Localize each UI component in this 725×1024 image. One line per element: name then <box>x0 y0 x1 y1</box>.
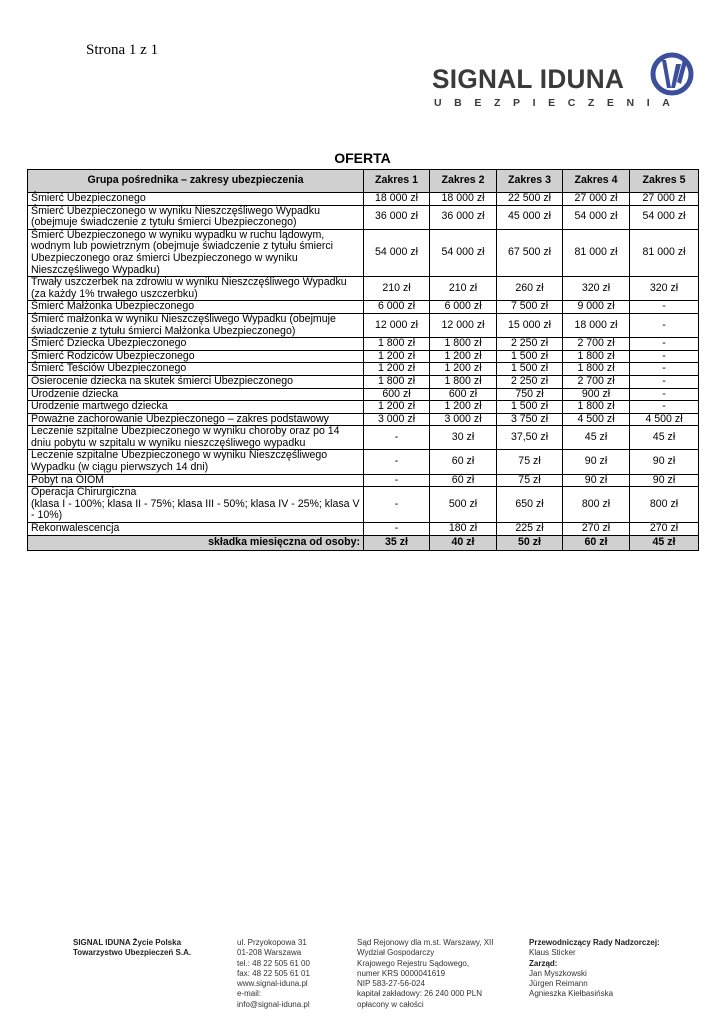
table-row <box>28 426 699 450</box>
footer-registry <box>357 938 494 1010</box>
coverage-label: Leczenie szpitalne Ubezpieczonego w wyniku choroby oraz po 14 dniu pobytu w szpitalu w wyniku nieszczęśliwego wypadku <box>28 426 364 450</box>
table-row <box>28 229 699 276</box>
coverage-value: - <box>364 450 430 474</box>
coverage-value: 54 000 zł <box>430 229 497 276</box>
coverage-value: - <box>630 375 699 388</box>
page-number: Strona 1 z 1 <box>86 42 159 58</box>
table-row <box>28 193 699 206</box>
table-header-row <box>28 170 699 193</box>
coverage-value: 2 700 zł <box>563 375 630 388</box>
coverage-value: 6 000 zł <box>364 301 430 314</box>
logo-tagline: UBEZPIECZENIA <box>434 97 683 109</box>
coverage-value: 75 zł <box>497 474 563 487</box>
coverage-value: - <box>364 474 430 487</box>
coverage-value: 900 zł <box>563 388 630 401</box>
footer-board-chair: Klaus Sticker <box>529 948 576 958</box>
coverage-value: 1 500 zł <box>497 350 563 363</box>
table-row <box>28 277 699 301</box>
coverage-value: 27 000 zł <box>563 193 630 206</box>
footer-registry-line: Krajowego Rejestru Sądowego, <box>357 958 470 968</box>
coverage-value: 260 zł <box>497 277 563 301</box>
coverage-value: 4 500 zł <box>630 413 699 426</box>
header-zakres-4: Zakres 4 <box>563 170 630 193</box>
table-row <box>28 474 699 487</box>
table-row <box>28 487 699 523</box>
coverage-value: 210 zł <box>364 277 430 301</box>
footer-board <box>529 938 660 1000</box>
footer-company-line: Towarzystwo Ubezpieczeń S.A. <box>73 948 192 958</box>
coverage-value: 2 700 zł <box>563 338 630 351</box>
coverage-value: 800 zł <box>630 487 699 523</box>
coverage-value: 320 zł <box>630 277 699 301</box>
footer-company-line: SIGNAL IDUNA Życie Polska <box>73 938 182 947</box>
header-zakres-3: Zakres 3 <box>497 170 563 193</box>
table-row <box>28 450 699 474</box>
footer-address-line: ul. Przyokopowa 31 <box>237 938 307 947</box>
coverage-value: 1 800 zł <box>364 338 430 351</box>
offer-table <box>27 169 699 551</box>
coverage-value: - <box>630 401 699 414</box>
coverage-value: - <box>630 313 699 337</box>
coverage-value: 7 500 zł <box>497 301 563 314</box>
coverage-value: 1 800 zł <box>430 338 497 351</box>
coverage-value: 60 zł <box>430 474 497 487</box>
premium-row <box>28 535 699 550</box>
table-row <box>28 350 699 363</box>
footer-registry-line: Wydział Gospodarczy <box>357 948 435 958</box>
coverage-value: 180 zł <box>430 523 497 536</box>
coverage-value: 1 800 zł <box>430 375 497 388</box>
coverage-value: 3 000 zł <box>364 413 430 426</box>
coverage-label: Śmierć Rodziców Ubezpieczonego <box>28 350 364 363</box>
table-row <box>28 388 699 401</box>
coverage-value: 81 000 zł <box>563 229 630 276</box>
coverage-value: 800 zł <box>563 487 630 523</box>
logo-brand: SIGNAL IDUNA <box>432 64 625 94</box>
footer-registry-line: NIP 583-27-56-024 <box>357 979 425 989</box>
coverage-value: 75 zł <box>497 450 563 474</box>
premium-value: 40 zł <box>430 535 497 550</box>
offer-title: OFERTA <box>334 150 391 166</box>
signal-iduna-logo <box>432 50 694 112</box>
premium-value: 60 zł <box>563 535 630 550</box>
premium-value: 35 zł <box>364 535 430 550</box>
coverage-value: 18 000 zł <box>364 193 430 206</box>
table-row <box>28 363 699 376</box>
premium-value: 45 zł <box>630 535 699 550</box>
coverage-value: - <box>630 301 699 314</box>
coverage-value: 225 zł <box>497 523 563 536</box>
coverage-value: 81 000 zł <box>630 229 699 276</box>
table-row <box>28 205 699 229</box>
footer-address-line: fax: 48 22 505 61 01 <box>237 968 310 978</box>
coverage-value: - <box>630 350 699 363</box>
footer-address-line: 01-208 Warszawa <box>237 948 302 958</box>
coverage-value: 1 200 zł <box>430 363 497 376</box>
coverage-value: 750 zł <box>497 388 563 401</box>
footer-company <box>73 938 191 959</box>
header-group: Grupa pośrednika – zakresy ubezpieczenia <box>28 170 364 193</box>
coverage-label: Pobyt na OIOM <box>28 474 364 487</box>
header-zakres-1: Zakres 1 <box>364 170 430 193</box>
coverage-value: 45 zł <box>563 426 630 450</box>
table-row <box>28 301 699 314</box>
coverage-value: 1 800 zł <box>563 350 630 363</box>
coverage-value: 600 zł <box>430 388 497 401</box>
coverage-value: 67 500 zł <box>497 229 563 276</box>
footer-registry-line: numer KRS 0000041619 <box>357 968 446 978</box>
table-row <box>28 523 699 536</box>
coverage-value: 90 zł <box>630 474 699 487</box>
coverage-value: 600 zł <box>364 388 430 401</box>
coverage-label: Operacja Chirurgiczna (klasa I - 100%; klasa II - 75%; klasa III - 50%; klasa IV - 25%; klasa V - 10%) <box>28 487 364 523</box>
coverage-value: 3 000 zł <box>430 413 497 426</box>
coverage-value: 15 000 zł <box>497 313 563 337</box>
coverage-label: Śmierć małżonka w wyniku Nieszczęśliwego Wypadku (obejmuje świadczenie z tytułu śmierci Małżonka Ubezpieczonego) <box>28 313 364 337</box>
coverage-value: 1 200 zł <box>364 350 430 363</box>
coverage-value: 3 750 zł <box>497 413 563 426</box>
coverage-value: 270 zł <box>630 523 699 536</box>
coverage-label: Trwały uszczerbek na zdrowiu w wyniku Nieszczęśliwego Wypadku (za każdy 1% trwałego uszczerbku) <box>28 277 364 301</box>
premium-label: składka miesięczna od osoby: <box>28 535 364 550</box>
coverage-value: 12 000 zł <box>364 313 430 337</box>
coverage-value: 90 zł <box>563 450 630 474</box>
coverage-value: 6 000 zł <box>430 301 497 314</box>
coverage-label: Urodzenie martwego dziecka <box>28 401 364 414</box>
coverage-value: 210 zł <box>430 277 497 301</box>
coverage-value: 12 000 zł <box>430 313 497 337</box>
coverage-value: 2 250 zł <box>497 338 563 351</box>
coverage-label: Rekonwalescencja <box>28 523 364 536</box>
coverage-value: 22 500 zł <box>497 193 563 206</box>
footer-address-line: tel.: 48 22 505 61 00 <box>237 958 310 968</box>
coverage-value: 54 000 zł <box>364 229 430 276</box>
coverage-value: 1 800 zł <box>563 401 630 414</box>
coverage-value: - <box>364 487 430 523</box>
coverage-value: - <box>630 388 699 401</box>
coverage-value: 4 500 zł <box>563 413 630 426</box>
coverage-value: 54 000 zł <box>630 205 699 229</box>
table-row <box>28 375 699 388</box>
coverage-label: Osierocenie dziecka na skutek śmierci Ubezpieczonego <box>28 375 364 388</box>
coverage-value: 37,50 zł <box>497 426 563 450</box>
coverage-value: 650 zł <box>497 487 563 523</box>
footer-management-title: Zarząd: <box>529 958 558 968</box>
table-row <box>28 338 699 351</box>
coverage-value: 1 200 zł <box>364 401 430 414</box>
coverage-value: 18 000 zł <box>430 193 497 206</box>
table-row <box>28 401 699 414</box>
coverage-label: Poważne zachorowanie Ubezpieczonego – zakres podstawowy <box>28 413 364 426</box>
coverage-value: - <box>630 338 699 351</box>
coverage-value: 270 zł <box>563 523 630 536</box>
coverage-value: 60 zł <box>430 450 497 474</box>
coverage-label: Śmierć Małżonka Ubezpieczonego <box>28 301 364 314</box>
coverage-value: 1 500 zł <box>497 401 563 414</box>
coverage-value: 1 500 zł <box>497 363 563 376</box>
coverage-value: 1 800 zł <box>563 363 630 376</box>
coverage-value: 36 000 zł <box>364 205 430 229</box>
header-zakres-2: Zakres 2 <box>430 170 497 193</box>
table-row <box>28 413 699 426</box>
footer-registry-line: kapitał zakładowy: 26 240 000 PLN <box>357 989 482 999</box>
coverage-value: 27 000 zł <box>630 193 699 206</box>
coverage-value: 9 000 zł <box>563 301 630 314</box>
coverage-value: 45 000 zł <box>497 205 563 229</box>
coverage-value: 90 zł <box>563 474 630 487</box>
footer-board-title: Przewodniczący Rady Nadzorczej: <box>529 938 660 947</box>
coverage-value: - <box>364 426 430 450</box>
footer-management-member: Jan Myszkowski <box>529 968 587 978</box>
footer-email-link[interactable]: info@signal-iduna.pl <box>237 999 310 1009</box>
coverage-value: 1 800 zł <box>364 375 430 388</box>
coverage-value: 36 000 zł <box>430 205 497 229</box>
coverage-value: - <box>364 523 430 536</box>
coverage-label: Śmierć Ubezpieczonego w wyniku wypadku w ruchu lądowym, wodnym lub powietrznym (obejmuje świadczenie z tytułu śmierci Ubezpieczonego oraz śmierci Ubezpieczonego w wyniku Nieszczęśliwego Wypadku) <box>28 229 364 276</box>
coverage-value: 54 000 zł <box>563 205 630 229</box>
coverage-value: 18 000 zł <box>563 313 630 337</box>
footer-registry-line: Sąd Rejonowy dla m.st. Warszawy, XII <box>357 938 494 947</box>
header-zakres-5: Zakres 5 <box>630 170 699 193</box>
coverage-label: Śmierć Ubezpieczonego <box>28 193 364 206</box>
coverage-label: Urodzenie dziecka <box>28 388 364 401</box>
coverage-value: 2 250 zł <box>497 375 563 388</box>
coverage-label: Śmierć Teściów Ubezpieczonego <box>28 363 364 376</box>
coverage-label: Leczenie szpitalne Ubezpieczonego w wyniku Nieszczęśliwego Wypadku (w ciągu pierwszych 14 dni) <box>28 450 364 474</box>
footer-registry-line: opłacony w całości <box>357 999 424 1009</box>
coverage-value: 320 zł <box>563 277 630 301</box>
coverage-value: 1 200 zł <box>430 401 497 414</box>
coverage-label: Śmierć Dziecka Ubezpieczonego <box>28 338 364 351</box>
footer-website-link[interactable]: www.signal-iduna.pl <box>237 979 308 989</box>
logo-mark-icon <box>650 52 694 96</box>
coverage-value: 1 200 zł <box>430 350 497 363</box>
coverage-value: 90 zł <box>630 450 699 474</box>
coverage-label: Śmierć Ubezpieczonego w wyniku Nieszczęśliwego Wypadku (obejmuje świadczenie z tytułu śmierci Ubezpieczonego) <box>28 205 364 229</box>
coverage-value: - <box>630 363 699 376</box>
premium-value: 50 zł <box>497 535 563 550</box>
coverage-value: 500 zł <box>430 487 497 523</box>
footer-address <box>237 938 310 1010</box>
coverage-value: 45 zł <box>630 426 699 450</box>
footer-address-line: e-mail: <box>237 989 262 999</box>
coverage-value: 30 zł <box>430 426 497 450</box>
footer-management-member: Agnieszka Kiełbasińska <box>529 989 614 999</box>
coverage-value: 1 200 zł <box>364 363 430 376</box>
footer-management-member: Jürgen Reimann <box>529 979 588 989</box>
table-row <box>28 313 699 337</box>
